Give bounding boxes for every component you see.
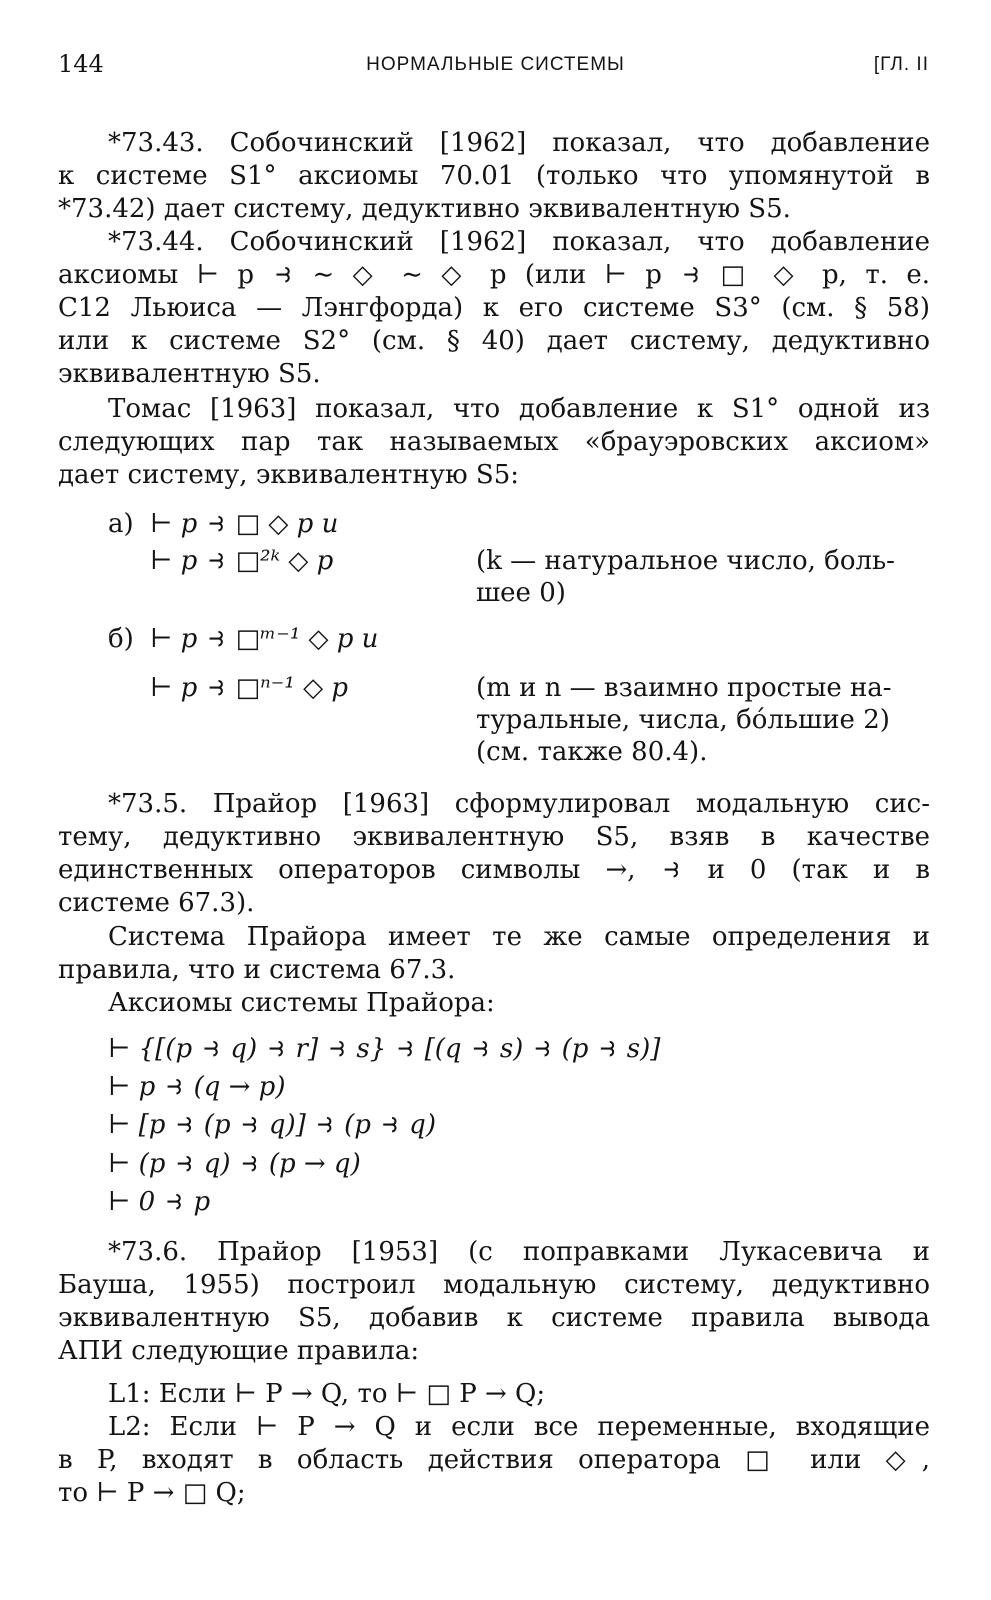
axiom: ⊢ {[(p ⥽ q) ⥽ r] ⥽ s} ⥽ [(q ⥽ s) ⥽ (p ⥽ s)]: [108, 1034, 661, 1064]
pair-b-note: [476, 672, 930, 768]
text-line: *73.43. Собочинский [1962] показал, что добавление: [108, 128, 930, 158]
text-line: Аксиомы системы Прайора:: [108, 988, 495, 1018]
text-line: аксиомы ⊢ p ⥽ ∼ ◇ ∼ ◇ p (или ⊢ p ⥽ □ ◇ p, т. е.: [58, 260, 930, 290]
text-line: Томас [1963] показал, что добавление к S1° одной из: [108, 394, 930, 424]
axiom: ⊢ 0 ⥽ p: [108, 1187, 211, 1217]
text-line: тему, дедуктивно эквивалентную S5, взяв в качестве: [58, 822, 930, 852]
pair-b-label: б): [108, 624, 134, 654]
text-line: или к системе S2° (см. § 40) дает систему, дедуктивно: [58, 326, 930, 356]
text-line: к системе S1° аксиомы 70.01 (только что упомянутой в: [58, 161, 930, 191]
rule-l2: L2: Если ⊢ P → Q и если все переменные, входящие: [108, 1412, 930, 1442]
axiom: ⊢ p ⥽ (q → p): [108, 1072, 286, 1102]
note-line: туральные, числа, бóльшие 2): [476, 705, 890, 735]
pair-b-formula-1: ⊢ p ⥽ □ᵐ⁻¹ ◇ p и: [150, 624, 379, 654]
text-line: *73.6. Прайор [1953] (с поправками Лукасевича и: [108, 1237, 930, 1267]
rule-l1: L1: Если ⊢ P → Q, то ⊢ □ P → Q;: [108, 1379, 546, 1409]
pair-a-note: [476, 545, 930, 609]
text-line: в P, входят в область действия оператора □ или ◇,: [58, 1445, 930, 1475]
text-line: единственных операторов символы →, ⥽ и 0 (так и в: [58, 855, 930, 885]
text-line: Бауша, 1955) построил модальную систему, дедуктивно: [58, 1270, 930, 1300]
text-line: системе 67.3).: [58, 888, 255, 918]
text-line: эквивалентную S5, добавив к системе правила вывода: [58, 1303, 930, 1333]
note-line: шее 0): [476, 578, 566, 608]
text-line: *73.5. Прайор [1963] сформулировал модальную сис-: [108, 789, 930, 819]
text-line: эквивалентную S5.: [58, 359, 321, 389]
note-line: (см. также 80.4).: [476, 737, 708, 767]
pair-a-formula-1: ⊢ p ⥽ □ ◇ p и: [150, 509, 339, 539]
page-number: 144: [58, 50, 104, 78]
pair-b-formula-2: ⊢ p ⥽ □ⁿ⁻¹ ◇ p: [150, 673, 348, 703]
text-line: дает систему, эквивалентную S5:: [58, 460, 519, 490]
text-line: *73.44. Собочинский [1962] показал, что добавление: [108, 227, 930, 257]
text-line: C12 Льюиса — Лэнгфорда) к его системе S3° (см. § 58): [58, 293, 930, 323]
chapter-marker: [ГЛ. II: [873, 54, 929, 75]
text-line: правила, что и система 67.3.: [58, 955, 456, 985]
note-line: (m и n — взаимно простые на-: [476, 673, 892, 703]
running-title: НОРМАЛЬНЫЕ СИСТЕМЫ: [366, 54, 625, 75]
text-line: то ⊢ P → □ Q;: [58, 1478, 246, 1508]
text-line: следующих пар так называемых «брауэровских аксиом»: [58, 427, 930, 457]
pair-a-formula-2: ⊢ p ⥽ □²ᵏ ◇ p: [150, 546, 334, 576]
note-line: (k — натуральное число, боль-: [476, 546, 895, 576]
axiom: ⊢ [p ⥽ (p ⥽ q)] ⥽ (p ⥽ q): [108, 1110, 436, 1140]
text-line: АПИ следующие правила:: [58, 1336, 420, 1366]
text-line: *73.42) дает систему, дедуктивно эквивалентную S5.: [58, 194, 791, 224]
axiom: ⊢ (p ⥽ q) ⥽ (p → q): [108, 1149, 361, 1179]
text-line: Система Прайора имеет те же самые определения и: [108, 922, 930, 952]
pair-a-label: а): [108, 509, 134, 539]
